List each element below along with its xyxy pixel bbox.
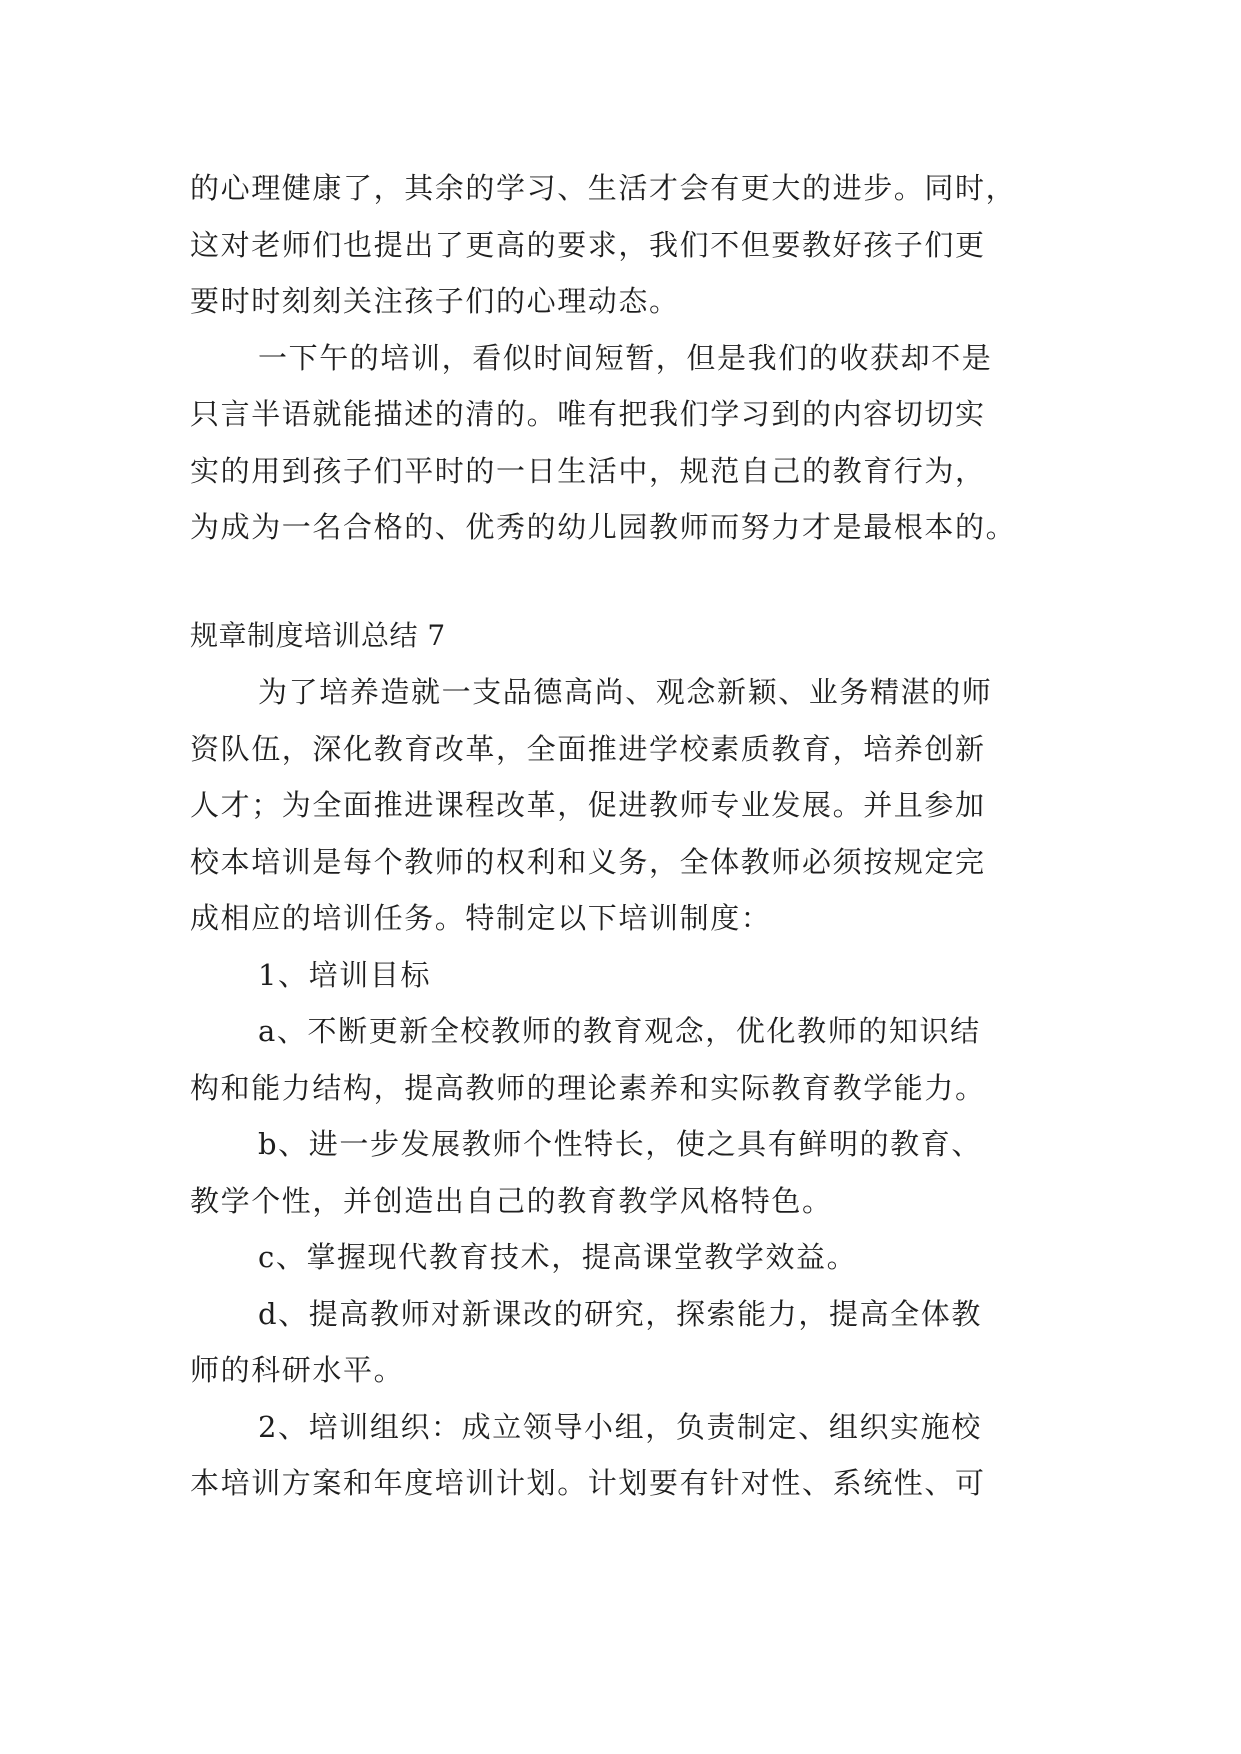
text-line: 师的科研水平。	[190, 1353, 405, 1387]
paragraph-continued	[190, 160, 1060, 330]
section-heading: 规章制度培训总结 7	[190, 618, 446, 652]
document-body	[190, 160, 1060, 1512]
text-line: 要时时刻刻关注孩子们的心理动态。	[190, 284, 680, 318]
list-item-training-organization	[190, 1399, 1060, 1512]
text-line: 人才；为全面推进课程改革，促进教师专业发展。并且参加	[190, 788, 986, 822]
text-line: 1、培训目标	[258, 957, 432, 992]
text-line: 资队伍，深化教育改革，全面推进学校素质教育，培养创新	[190, 731, 986, 766]
list-item-a	[190, 1003, 1060, 1116]
list-item-training-goals	[190, 947, 1060, 1004]
text-line: b、进一步发展教师个性特长，使之具有鲜明的教育、	[258, 1127, 982, 1161]
list-item-d	[190, 1286, 1060, 1399]
text-line: 构和能力结构，提高教师的理论素养和实际教育教学能力。	[190, 1070, 986, 1105]
text-line: 只言半语就能描述的清的。唯有把我们学习到的内容切切实	[190, 397, 986, 431]
text-line: 2、培训组织：成立领导小组，负责制定、组织实施校	[258, 1409, 982, 1444]
text-line: 的心理健康了，其余的学习、生活才会有更大的进步。同时，	[190, 171, 1017, 205]
text-line: 实的用到孩子们平时的一日生活中，规范自己的教育行为，	[190, 453, 986, 488]
text-line: 教学个性，并创造出自己的教育教学风格特色。	[190, 1183, 833, 1218]
text-line: 这对老师们也提出了更高的要求，我们不但要教好孩子们更	[190, 227, 986, 262]
text-line: 为成为一名合格的、优秀的幼儿园教师而努力才是最根本的。	[190, 510, 1017, 544]
paragraph-intro	[190, 664, 1060, 947]
text-line: 本培训方案和年度培训计划。计划要有针对性、系统性、可	[190, 1466, 986, 1500]
paragraph-training-reflection	[190, 330, 1060, 556]
text-line: 成相应的培训任务。特制定以下培训制度：	[190, 901, 772, 935]
text-line: 为了培养造就一支品德高尚、观念新颖、业务精湛的师	[258, 675, 993, 709]
text-line: d、提高教师对新课改的研究，探索能力，提高全体教	[258, 1296, 982, 1331]
list-item-b	[190, 1116, 1060, 1229]
text-line: 校本培训是每个教师的权利和义务，全体教师必须按规定完	[190, 844, 986, 879]
list-item-c	[190, 1229, 1060, 1286]
text-line: c、掌握现代教育技术，提高课堂教学效益。	[258, 1240, 858, 1274]
text-line: a、不断更新全校教师的教育观念，优化教师的知识结	[258, 1014, 981, 1048]
text-line: 一下午的培训，看似时间短暂，但是我们的收获却不是	[258, 340, 993, 375]
